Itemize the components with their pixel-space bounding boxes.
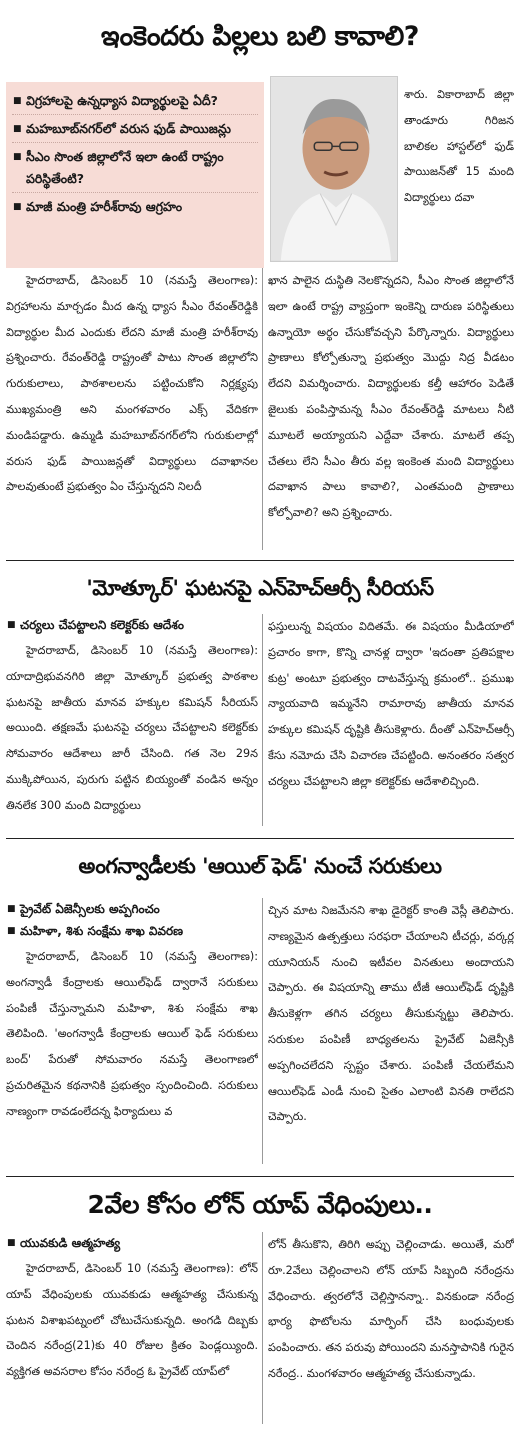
article-1-body-left: హైదరాబాద్, డిసెంబర్ 10 (నమస్తే తెలంగాణ): విగ్రహాలను మార్చడం మీద ఉన్న ధ్యాస సీఎం రేవంత్‌రెడ్డికి విద్యార్థుల మీద ఎందుకు లేదని మాజీ మంత్రి హరీశ్‌రావు ప్రశ్నించారు. రేవంత్‌రెడ్డి రాష్ట్రంతో పాటు సొంత జిల్లాలోని గురుకులాలు, పాఠశాలలను పట్టించుకోని నిర్లక్ష్యపు ముఖ్యమంత్రి అని మంగళవారం ఎక్స్ వేదికగా మండిపడ్డారు. ఉమ్మడి మహబూబ్‌నగర్‌లోని గురుకులాల్లో వరుస ఫుడ్ పాయిజన్లతో విద్యార్థులు దవాఖానల పాలవుతుంటే ప్రభుత్వం ఏం చేస్తున్నదని నిలదీ	[6, 274, 258, 494]
section-separator	[6, 560, 514, 561]
article-4-left-column	[6, 1232, 258, 1428]
politician-photo	[270, 76, 398, 262]
column-divider	[262, 614, 263, 826]
article-2-body-right: ఫస్తులున్న విషయం విదితమే. ఈ విషయం మీడియాలో ప్రచారం కాగా, కొన్ని చానళ్ల ద్వారా 'ఇదంతా ప్రతిపక్షాల కుట్ర' అంటూ ప్రభుత్వం దాటవేస్తున్న క్రమంలో.. ప్రముఖ న్యాయవాది ఇమ్మనేని రామారావు జాతీయ మానవ హక్కుల కమిషన్ దృష్టికి తీసుకెళ్లారు. దీంతో ఎన్‌హెచ్‌ఆర్సీ కేసు నమోదు చేసి విచారణ చేపట్టింది. అనంతరం సత్వర చర్యలు చేపట్టాలని జిల్లా కలెక్టర్‌కు ఆదేశాలిచ్చింది.	[268, 620, 514, 788]
article-1-right-column	[268, 268, 514, 550]
article-2	[6, 566, 514, 610]
article-4	[6, 1182, 514, 1228]
article-3	[6, 844, 514, 888]
article-2-right-column	[268, 614, 514, 830]
highlight-item: ■ మహబూబ్‌నగర్‌లో వరుస ఫుడ్ పాయిజన్లు	[12, 118, 258, 143]
article-4-right-column	[268, 1232, 514, 1428]
article-3-headline: అంగన్వాడీలకు 'ఆయిల్ ఫెడ్' నుంచే సరుకులు	[78, 854, 442, 878]
article-3-body-left: హైదరాబాద్, డిసెంబర్ 10 (నమస్తే తెలంగాణ): అంగన్వాడీ కేంద్రాలకు ఆయిల్‌ఫెడ్ ద్వారానే సరుకులు పంపిణీ చేస్తున్నామని మహిళా, శిశు సంక్షేమ శాఖ తెలిపింది. 'అంగన్వాడీ కేంద్రాలకు ఆయిల్ ఫెడ్ సరుకులు బంద్' పేరుతో సోమవారం నమస్తే తెలంగాణలో ప్రచురితమైన కథనానికి ప్రభుత్వం స్పందించింది. సరుకులు నాణ్యంగా రావడంలేదన్న ఫిర్యాదులు వ	[6, 950, 258, 1118]
article-2-subhead: ■ చర్యలు చేపట్టాలని కలెక్టర్‌కు ఆదేశం	[6, 614, 258, 636]
article-3-left-column	[6, 898, 258, 1168]
article-1-highlights	[6, 82, 264, 268]
highlight-item: ■ మాజీ మంత్రి హరీశ్‌రావు ఆగ్రహం	[12, 196, 258, 220]
article-1	[6, 10, 514, 64]
highlight-item: ■ సీఎం సొంత జిల్లాలోనే ఇలా ఉంటే రాష్ట్రం పరిస్థితేంటి?	[12, 146, 258, 193]
article-1-body-right: ఖాన పాలైన దుస్థితి నెలకొన్నదని, సీఎం సొంత జిల్లాలోనే ఇలా ఉంటే రాష్ట్ర వ్యాప్తంగా ఇంకెన్ని దారుణ పరిస్థితులు ఉన్నాయో అర్థం చేసుకోవచ్చని పేర్కొన్నారు. విద్యార్థులు ప్రాణాలు కోల్పోతున్నా ప్రభుత్వం మొద్దు నిద్ర వీడటం లేదని విమర్శించారు. విద్యార్థులకు కల్తీ ఆహారం పెడితే జైలుకు పంపిస్తామన్న సీఎం రేవంత్‌రెడ్డి మాటలు నీటి మూటలే అయ్యాయని ఎద్దేవా చేశారు. మాటలే తప్ప చేతలు లేని సీఎం తీరు వల్ల ఇంకెంత మంది విద్యార్థులు దవాఖాన పాలు కావాలి?, ఎంతమంది ప్రాణాలు కోల్పోవాలి? అని ప్రశ్నించారు.	[268, 274, 514, 520]
section-separator	[6, 1176, 514, 1177]
article-4-body-right: లోన్ తీసుకొని, తిరిగి అప్పు చెల్లించాడు. అయితే, మరో రూ.2వేలు చెల్లించాలని లోన్ యాప్ సిబ్బంది నరేంద్రను వేధించారు. త్వరలోనే చెల్లిస్తానన్నా.. వినకుండా నరేంద్ర భార్య ఫొటోలను మార్ఫింగ్ చేసి బంధువులకు పంపించారు. తన పరువు పోయిందని మనస్తాపానికి గురైన నరేంద్ర.. మంగళవారం ఆత్మహత్య చేసుకున్నాడు.	[268, 1238, 514, 1380]
article-4-body-left: హైదరాబాద్, డిసెంబర్ 10 (నమస్తే తెలంగాణ): లోన్ యాప్ వేధింపులకు యువకుడు ఆత్మహత్య చేసుకున్న ఘటన విశాఖపట్నంలో చోటుచేసుకున్నది. అంగడి దిబ్బకు చెందిన నరేంద్ర(21)కు 40 రోజుల క్రితం పెండ్లయ్యింది. వ్యక్తిగత అవసరాల కోసం నరేంద్ర ఓ ప్రైవేట్ యాప్‌లో	[6, 1262, 258, 1379]
article-2-headline: 'మోత్కూర్' ఘటనపై ఎన్‌హెచ్‌ఆర్సీ సీరియస్	[86, 576, 434, 600]
highlight-item: ■ విగ్రహాలపై ఉన్నధ్యాస విద్యార్థులపై ఏదీ?	[12, 90, 258, 115]
article-4-subhead: ■ యువకుడి ఆత్మహత్య	[6, 1232, 258, 1254]
article-1-side-text: శారు. వికారాబాద్ జిల్లా తాండూరు గిరిజన బాలికల హాస్టల్‌లో ఫుడ్ పాయిజన్‌తో 15 మంది విద్యార్థులు దవా	[404, 88, 514, 205]
section-separator	[6, 838, 514, 839]
article-1-headline: ఇంకెందరు పిల్లలు బలి కావాలి?	[101, 21, 419, 52]
article-3-right-column	[268, 898, 514, 1168]
article-4-headline: 2వేల కోసం లోన్ యాప్ వేధింపులు..	[87, 1190, 433, 1219]
article-3-body-right: చ్చిన మాట నిజమేనని శాఖ డైరెక్టర్ కాంతి వెస్లీ తెలిపారు. నాణ్యమైన ఉత్పత్తులు సరఫరా చేయాలని టీచర్లు, వర్కర్ల యూనియన్ నుంచి ఇటీవల వినతులు అందాయని చెప్పారు. ఈ విషయాన్ని తాము టీజీ ఆయిల్‌ఫెడ్ దృష్టికి తీసుకెళ్లగా తగిన చర్యలు తీసుకున్నట్టు తెలిపారు. సరుకుల పంపిణీ బాధ్యతలను ప్రైవేట్ ఏజెన్సీకి అప్పగించలేదని స్పష్టం చేశారు. పంపిణీ చేయలేమని ఆయిల్‌ఫెడ్ ఎండీ నుంచి సైతం ఎలాంటి వినతి రాలేదని చెప్పారు.	[268, 904, 514, 1124]
portrait-image	[271, 77, 397, 261]
article-1-left-column	[6, 268, 258, 550]
column-divider	[262, 268, 263, 550]
article-2-body-left: హైదరాబాద్, డిసెంబర్ 10 (నమస్తే తెలంగాణ): యాదాద్రిభువనగిరి జిల్లా మోత్కూర్ ప్రభుత్వ పాఠశాల ఘటనపై జాతీయ మానవ హక్కుల కమిషన్ సీరియస్ అయింది. తక్షణమే ఘటనపై చర్యలు చేపట్టాలని కలెక్టర్‌కు సోమవారం ఆదేశాలు జారీ చేసింది. గత నెల 29న ముక్కిపోయిన, పురుగు పట్టిన బియ్యంతో వండిన అన్నం తినలేక 300 మంది విద్యార్థులు	[6, 644, 258, 812]
column-divider	[262, 898, 263, 1164]
column-divider	[262, 1232, 263, 1424]
article-3-subhead: ■ మహిళా, శిశు సంక్షేమ శాఖ వివరణ	[6, 920, 258, 942]
article-3-subhead: ■ ప్రైవేట్ ఏజెన్సీలకు అప్పగించం	[6, 898, 258, 920]
article-2-left-column	[6, 614, 258, 830]
